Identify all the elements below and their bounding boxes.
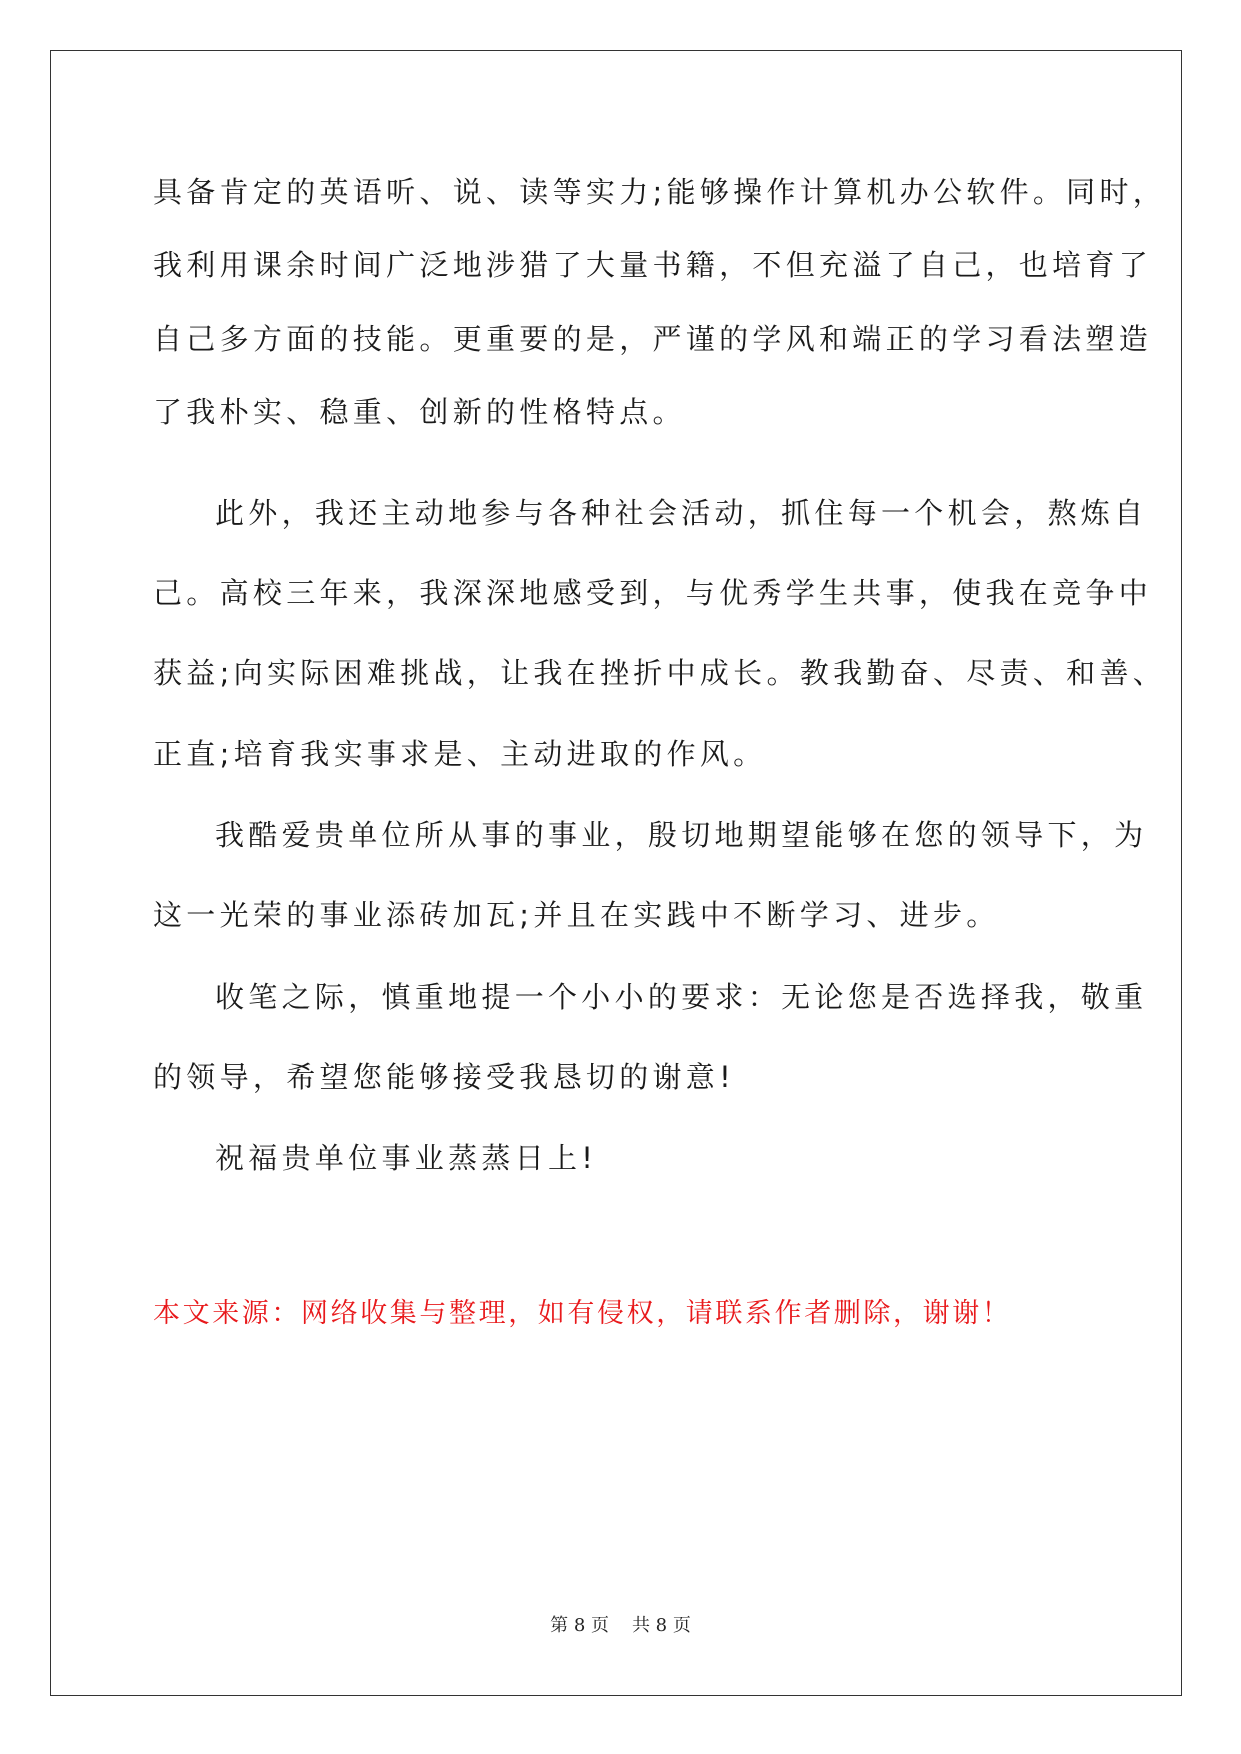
body-line: 获益;向实际困难挑战，让我在挫折中成长。教我勤奋、尽责、和善、 xyxy=(153,656,1167,690)
body-line: 此外，我还主动地参与各种社会活动，抓住每一个机会，熬炼自 xyxy=(215,496,1148,530)
body-line: 的领导，希望您能够接受我恳切的谢意! xyxy=(153,1060,736,1094)
body-line: 自己多方面的技能。更重要的是，严谨的学风和端正的学习看法塑造 xyxy=(153,322,1153,356)
body-line: 己。高校三年来，我深深地感受到，与优秀学生共事，使我在竞争中 xyxy=(153,576,1153,610)
page-border xyxy=(50,50,1182,1696)
body-line: 我酷爱贵单位所从事的事业，殷切地期望能够在您的领导下，为 xyxy=(215,818,1148,852)
body-line: 正直;培育我实事求是、主动进取的作风。 xyxy=(153,737,767,771)
body-line: 了我朴实、稳重、创新的性格特点。 xyxy=(153,395,686,429)
body-line: 具备肯定的英语听、说、读等实力;能够操作计算机办公软件。同时， xyxy=(153,175,1167,209)
page-number: 第 8 页 共 8 页 xyxy=(550,1615,691,1636)
source-note: 本文来源：网络收集与整理，如有侵权，请联系作者删除，谢谢！ xyxy=(153,1298,1012,1329)
body-line: 这一光荣的事业添砖加瓦;并且在实践中不断学习、进步。 xyxy=(153,898,1000,932)
body-line: 我利用课余时间广泛地涉猎了大量书籍，不但充溢了自己，也培育了 xyxy=(153,248,1153,282)
body-line: 祝福贵单位事业蒸蒸日上! xyxy=(215,1141,598,1175)
body-line: 收笔之际，慎重地提一个小小的要求：无论您是否选择我，敬重 xyxy=(215,980,1148,1014)
